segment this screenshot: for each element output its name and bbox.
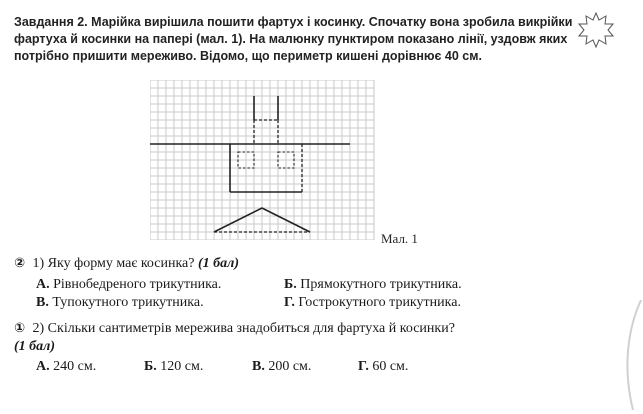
q1-option-c-letter: В. (36, 295, 49, 310)
question-2 (14, 320, 594, 356)
q2-option-b-text: 120 см. (160, 359, 204, 374)
question-2-points: (1 бал) (14, 339, 55, 354)
figure-caption: Мал. 1 (381, 231, 418, 246)
q2-option-a[interactable] (36, 359, 96, 375)
q2-option-c-letter: В. (252, 359, 265, 374)
task-statement (14, 14, 574, 65)
q2-option-b[interactable] (144, 359, 203, 375)
q2-option-d-text: 60 см. (372, 359, 409, 374)
q1-option-c[interactable] (36, 295, 204, 311)
grid-paper (150, 80, 374, 240)
task-text: Марійка вирішила пошити фартух і косинку. Спочатку вона зробила викрійки фартуха й косинки на папері (мал. 1). На малюнку пунктиром показано лінії, уздовж яких потрібно пришити мереживо. Відомо, що периметр кишені дорівнює 40 см. (14, 15, 573, 63)
apron-pattern-figure (150, 80, 376, 240)
apron-outline (150, 96, 350, 192)
question-2-text: 2) Скільки сантиметрів мережива знадобиться для фартуха й косинки? (32, 321, 455, 336)
q2-option-d-letter: Г. (358, 359, 369, 374)
question-1-marker: ② (14, 256, 26, 271)
q1-option-b-letter: Б. (284, 277, 297, 292)
q1-option-d-letter: Г. (284, 295, 295, 310)
q1-option-a-text: Рівнобедреного трикутника. (53, 277, 222, 292)
q1-option-c-text: Тупокутного трикутника. (52, 295, 204, 310)
q1-option-a[interactable] (36, 277, 221, 293)
q1-option-b-text: Прямокутного трикутника. (300, 277, 462, 292)
q2-option-c[interactable] (252, 359, 311, 375)
page-curl-shadow (613, 300, 643, 410)
q2-option-d[interactable] (358, 359, 408, 375)
question-1 (14, 256, 239, 272)
q2-option-a-letter: А. (36, 359, 50, 374)
starburst-badge-icon (578, 12, 614, 48)
q1-option-a-letter: А. (36, 277, 50, 292)
q2-option-a-text: 240 см. (53, 359, 97, 374)
q1-option-b[interactable] (284, 277, 462, 293)
q1-option-d-text: Гострокутного трикутника. (298, 295, 461, 310)
question-1-points: (1 бал) (197, 256, 239, 271)
q2-option-b-letter: Б. (144, 359, 157, 374)
task-label: Завдання 2. (14, 15, 88, 29)
q2-option-c-text: 200 см. (268, 359, 312, 374)
q1-option-d[interactable] (284, 295, 461, 311)
question-1-text: 1) Яку форму має косинка? (32, 256, 195, 271)
question-2-marker: ① (14, 321, 26, 336)
